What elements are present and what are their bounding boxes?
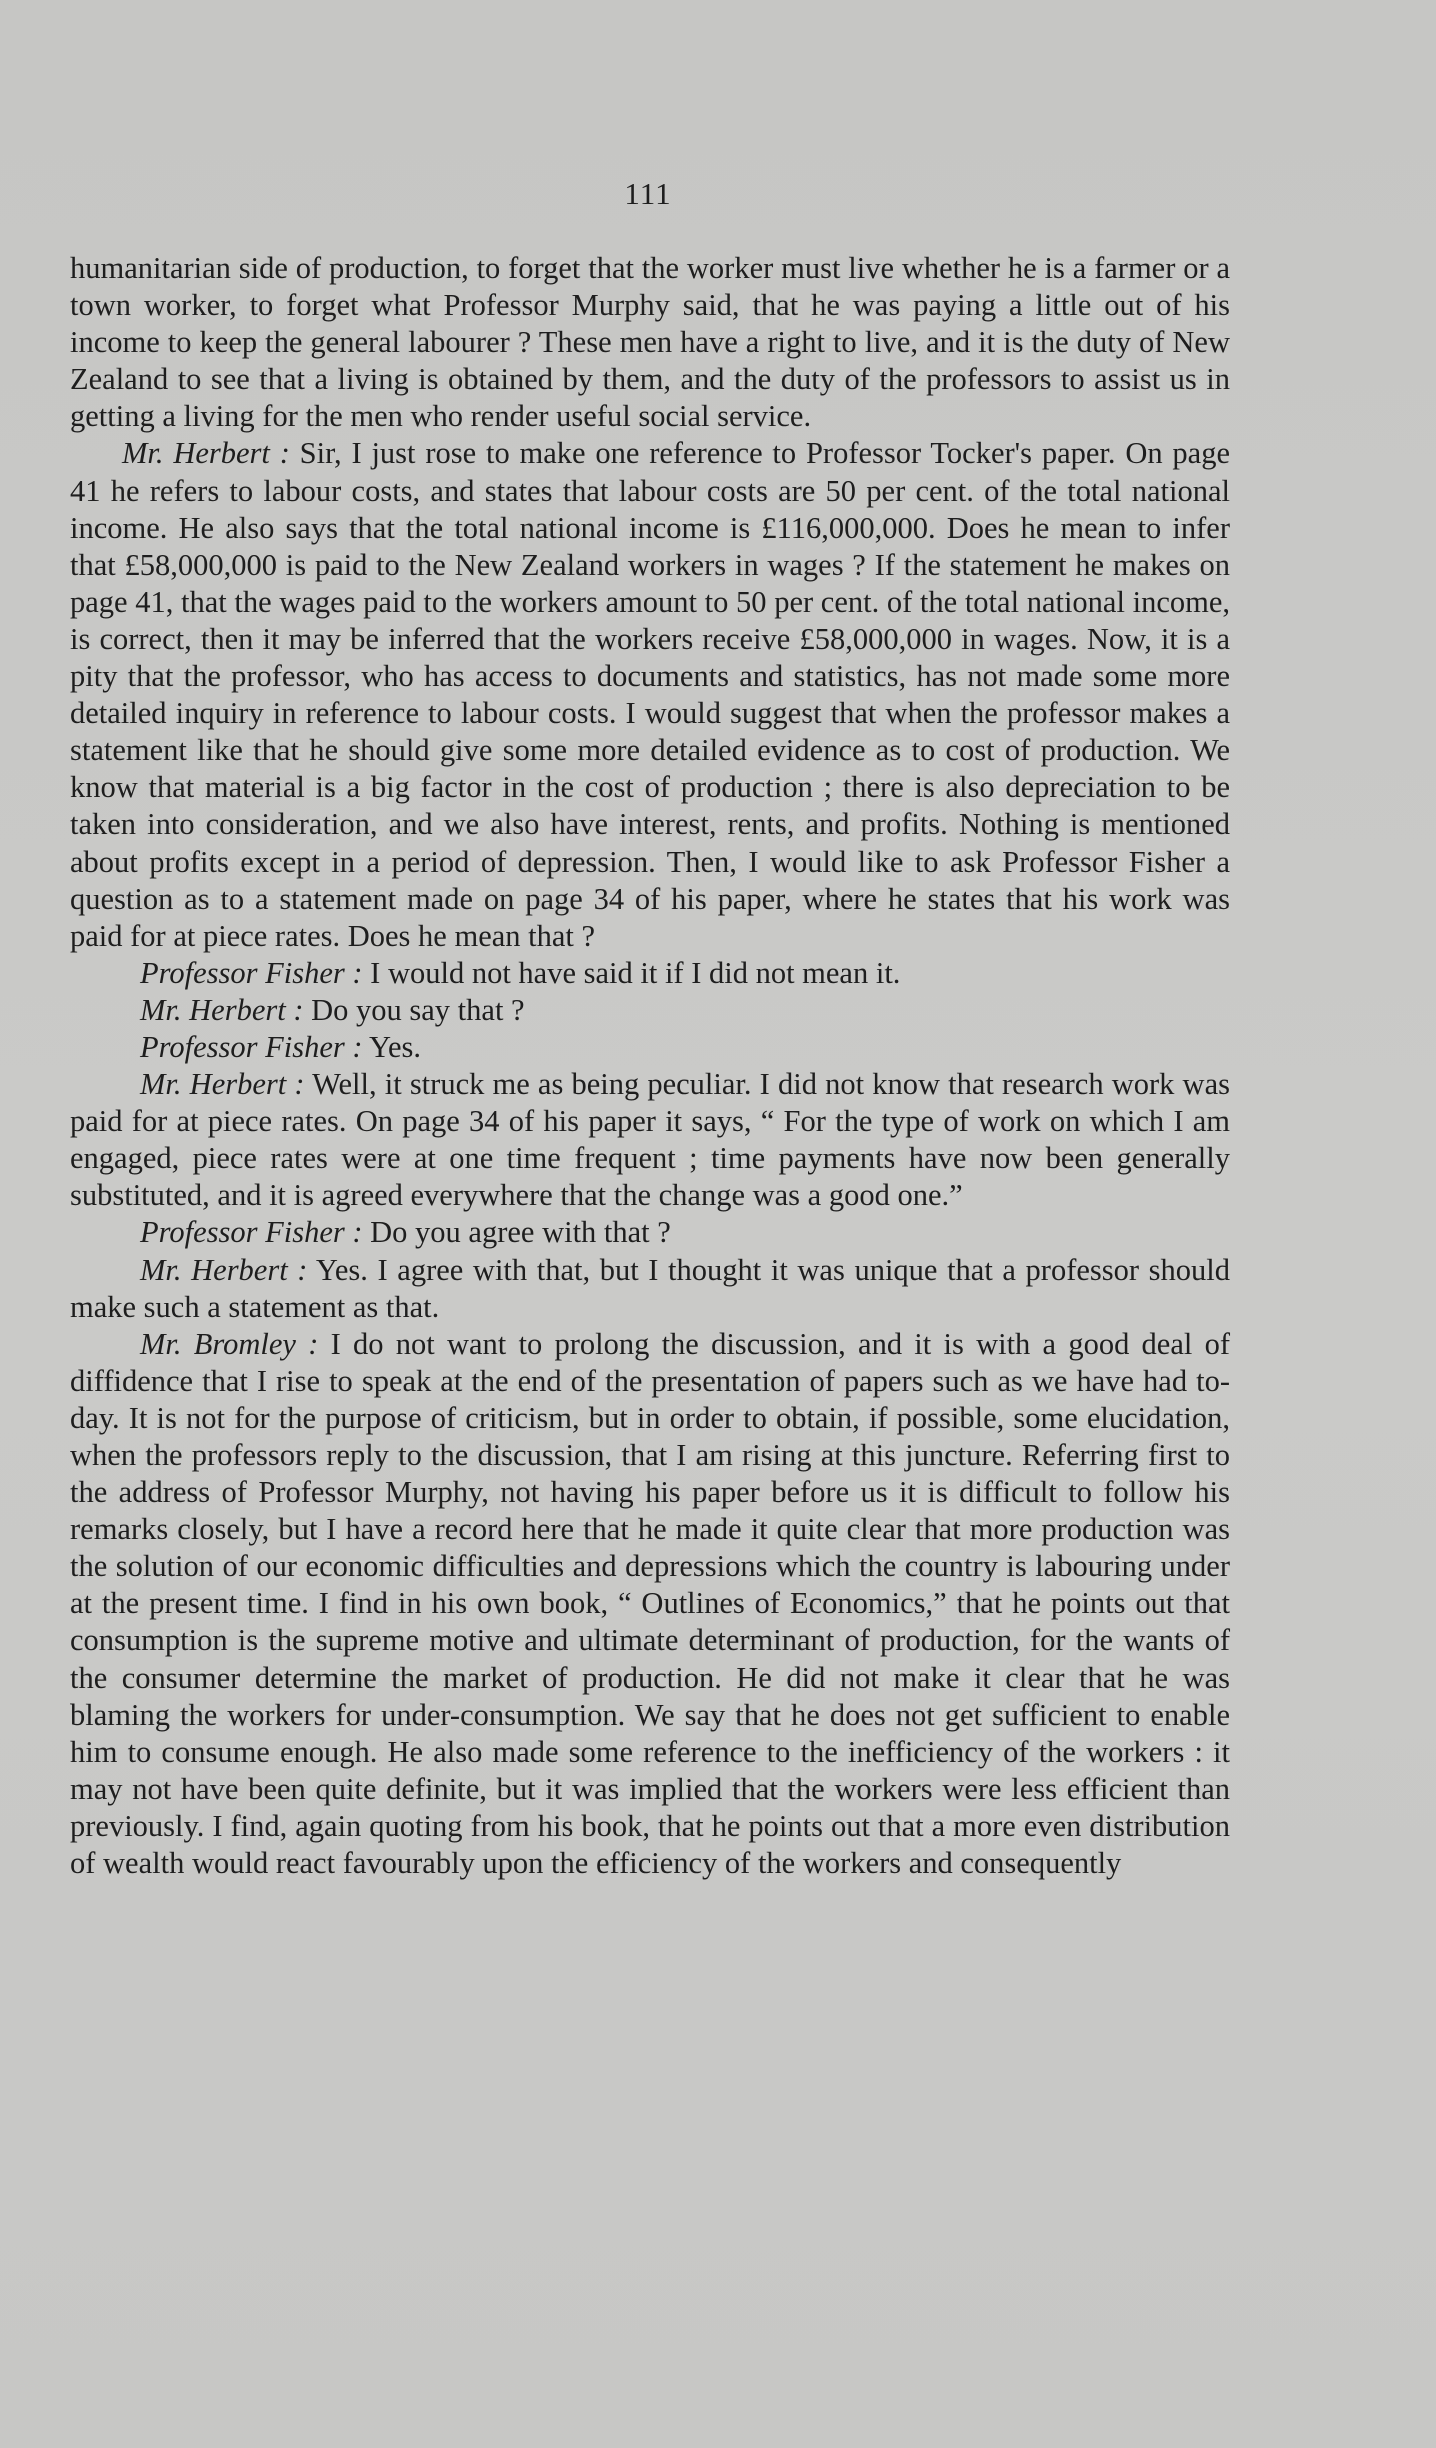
paragraph-herbert-1 (70, 435, 1230, 954)
paragraph-text: Yes. I agree with that, but I thought it was unique that a professor should make such a statement as that. (70, 1252, 1230, 1324)
speaker-name: Professor Fisher : (140, 1029, 363, 1064)
body-text (70, 250, 1230, 1882)
paragraph-fisher-1 (70, 955, 1230, 992)
paragraph-text: I would not have said it if I did not mean it. (362, 955, 901, 990)
paragraph-herbert-2 (70, 992, 1230, 1029)
speaker-name: Mr. Herbert : (122, 436, 290, 471)
speaker-name: Mr. Herbert : (140, 992, 304, 1027)
paragraph-continuation (70, 250, 1230, 435)
paragraph-text: I do not want to prolong the discussion, and it is with a good deal of diffidence that I rise to speak at the end of the presentation of papers such as we have had to-day. It is not for the purpose of criticism, but in order to obtain, if possible, some elucidation, when the professors reply to the discussion, that I am rising at this juncture. Referring first to the address of Professor Murphy, not having his paper before us it is difficult to follow his remarks closely, but I have a record here that he made it quite clear that more production was the solution of our economic difficulties and depressions which the country is labouring under at the present time. I find in his own book, “ Outlines of Economics,” that he points out that consumption is the supreme motive and ultimate determinant of production, for the wants of the consumer determine the market of production. He did not make it clear that he was blaming the workers for under-consumption. We say that he does not get sufficient to enable him to consume enough. He also made some reference to the inefficiency of the workers : it may not have been quite definite, but it was implied that the workers were less efficient than previously. I find, again quoting from his book, that he points out that a more even distribution of wealth would react favourably upon the efficiency of the workers and consequently (70, 1326, 1231, 1881)
paragraph-text: Well, it struck me as being peculiar. I did not know that research work was paid for at piece rates. On page 34 of his paper it says, “ For the type of work on which I am engaged, piece rates were at one time frequent ; time payments have now been generally substituted, and it is agreed everywhere that the change was a good one.” (70, 1067, 1230, 1213)
speaker-name: Mr. Herbert : (140, 1252, 308, 1287)
paragraph-herbert-3 (70, 1066, 1230, 1214)
speaker-name: Mr. Herbert : (140, 1067, 305, 1102)
speaker-name: Professor Fisher : (140, 955, 363, 990)
speaker-name: Mr. Bromley : (140, 1326, 319, 1361)
speaker-name: Professor Fisher : (140, 1215, 363, 1250)
paragraph-fisher-3 (70, 1214, 1230, 1251)
paragraph-fisher-2 (70, 1029, 1230, 1066)
page-number: 111 (624, 176, 672, 211)
paragraph-text: Yes. (362, 1029, 422, 1064)
paragraph-text: humanitarian side of production, to forget that the worker must live whether he is a farmer or a town worker, to forget what Professor Murphy said, that he was paying a little out of his income to keep the general labourer ? These men have a right to live, and it is the duty of New Zealand to see that a living is obtained by them, and the duty of the professors to assist us in getting a living for the men who render useful social service. (70, 251, 1230, 434)
paragraph-bromley (70, 1326, 1230, 1882)
paragraph-text: Do you say that ? (303, 992, 525, 1027)
paragraph-herbert-4 (70, 1252, 1230, 1326)
paragraph-text: Sir, I just rose to make one reference to Professor Tocker's paper. On page 41 he refers to labour costs, and states that labour costs are 50 per cent. of the total national income. He also says that the total national income is £116,000,000. Does he mean to infer that £58,000,000 is paid to the New Zealand workers in wages ? If the statement he makes on page 41, that the wages paid to the workers amount to 50 per cent. of the total national income, is correct, then it may be inferred that the workers receive £58,000,000 in wages. Now, it is a pity that the professor, who has access to documents and statistics, has not made some more detailed inquiry in reference to labour costs. I would suggest that when the professor makes a statement like that he should give some more detailed evidence as to cost of production. We know that material is a big factor in the cost of production ; there is also depreciation to be taken into consideration, and we also have interest, rents, and profits. Nothing is mentioned about profits except in a period of depression. Then, I would like to ask Professor Fisher a question as to a statement made on page 34 of his paper, where he states that his work was paid for at piece rates. Does he mean that ? (70, 436, 1230, 953)
paragraph-text: Do you agree with that ? (362, 1215, 671, 1250)
